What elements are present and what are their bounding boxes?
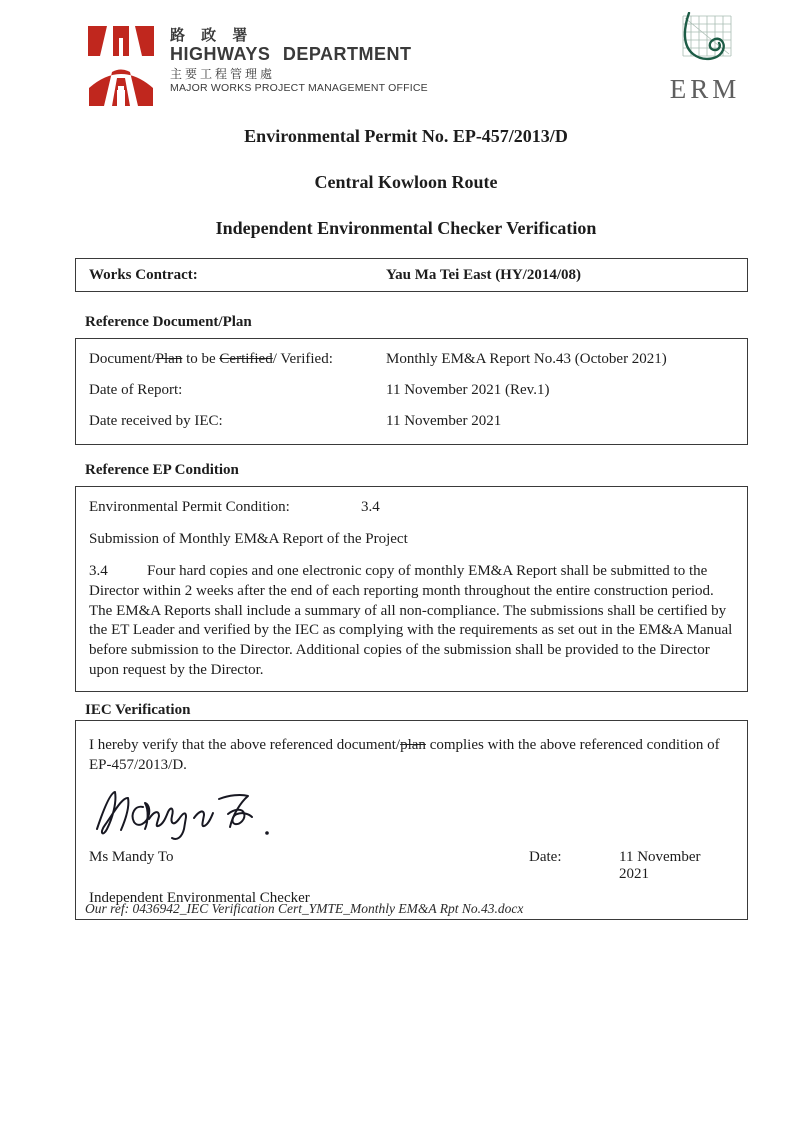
hyd-dept-name-en: HIGHWAYS DEPARTMENT — [170, 44, 412, 65]
ep-condition-label: Environmental Permit Condition: — [89, 499, 290, 515]
iec-statement-post: complies with the above referenced condition of EP-457/2013/D. — [89, 737, 720, 774]
date-received-value: 11 November 2021 — [386, 413, 502, 429]
hyd-dept-name-zh: 路 政 署 — [170, 27, 254, 44]
reference-document-heading: Reference Document/Plan — [85, 314, 252, 330]
hyd-header — [88, 26, 428, 106]
date-label: Date: — [529, 848, 562, 865]
ep-clause-paragraph — [89, 562, 734, 681]
date-received-label: Date received by IEC: — [89, 413, 223, 429]
hyd-office-name-en: MAJOR WORKS PROJECT MANAGEMENT OFFICE — [170, 81, 428, 94]
reference-ep-heading: Reference EP Condition — [85, 462, 239, 478]
hyd-text-block — [170, 26, 428, 106]
hyd-logo-icon — [88, 26, 154, 106]
reference-ep-box — [75, 486, 748, 692]
document-to-be-verified-label — [89, 351, 386, 368]
hyd-office-name-zh: 主要工程管理處 — [170, 66, 276, 81]
ep-condition-row — [89, 499, 734, 516]
our-ref-line: Our ref: 0436942_IEC Verification Cert_YMTE_Monthly EM&A Rpt No.43.docx — [85, 901, 524, 916]
reference-document-box — [75, 338, 748, 445]
works-contract-box — [75, 258, 748, 292]
project-title: Central Kowloon Route — [314, 172, 498, 192]
date-of-report-value: 11 November 2021 (Rev.1) — [386, 382, 550, 398]
label-part-3: / Verified: — [272, 351, 333, 367]
signature — [91, 783, 734, 845]
permit-number-title: Environmental Permit No. EP-457/2013/D — [244, 126, 568, 146]
ep-condition-value: 3.4 — [361, 499, 380, 515]
signer-title: Independent Environmental Checker — [89, 889, 310, 906]
label-part-2: to be — [182, 351, 220, 367]
signer-name: Ms Mandy To — [89, 848, 174, 865]
erm-logo-text: ERM — [669, 74, 741, 104]
verification-title: Independent Environmental Checker Verification — [215, 218, 597, 238]
iec-statement-pre: I hereby verify that the above referenced document/ — [89, 737, 401, 753]
erm-logo-block — [660, 12, 750, 105]
document-to-be-verified-row — [89, 351, 734, 368]
ep-clause-number: 3.4 — [89, 563, 108, 579]
label-part-1: Document/ — [89, 351, 156, 367]
works-contract-value: Yau Ma Tei East (HY/2014/08) — [386, 266, 582, 283]
iec-statement-strike-plan: plan — [400, 737, 426, 753]
date-of-report-label: Date of Report: — [89, 382, 183, 398]
ep-condition-subtitle: Submission of Monthly EM&A Report of the Project — [89, 531, 408, 547]
ep-clause-text: Four hard copies and one electronic copy of monthly EM&A Report shall be submitted to the Director within 2 weeks after the end of each reporting month throughout the entire construction period. The EM&A Reports shall include a summary of all non-compliance. The submissions shall be certified by the ET Leader and verified by the IEC as complying with the requirements as set out in the EM&A Manual before submission to the Director. Additional copies of the submission shall be provided to the Director upon request by the Director. — [89, 563, 733, 678]
signer-row — [89, 849, 734, 883]
date-received-row — [89, 413, 734, 430]
works-contract-label: Works Contract: — [89, 266, 198, 283]
erm-logo-icon — [669, 12, 741, 74]
label-strike-plan: Plan — [155, 351, 183, 367]
date-value: 11 November 2021 — [619, 848, 701, 882]
signature-icon — [91, 783, 276, 843]
iec-verification-heading: IEC Verification — [85, 702, 191, 718]
iec-statement — [89, 735, 744, 776]
label-strike-certified: Certified — [219, 351, 273, 367]
iec-verification-box — [75, 720, 748, 920]
document-to-be-verified-value: Monthly EM&A Report No.43 (October 2021) — [386, 351, 667, 367]
date-of-report-row — [89, 382, 734, 399]
